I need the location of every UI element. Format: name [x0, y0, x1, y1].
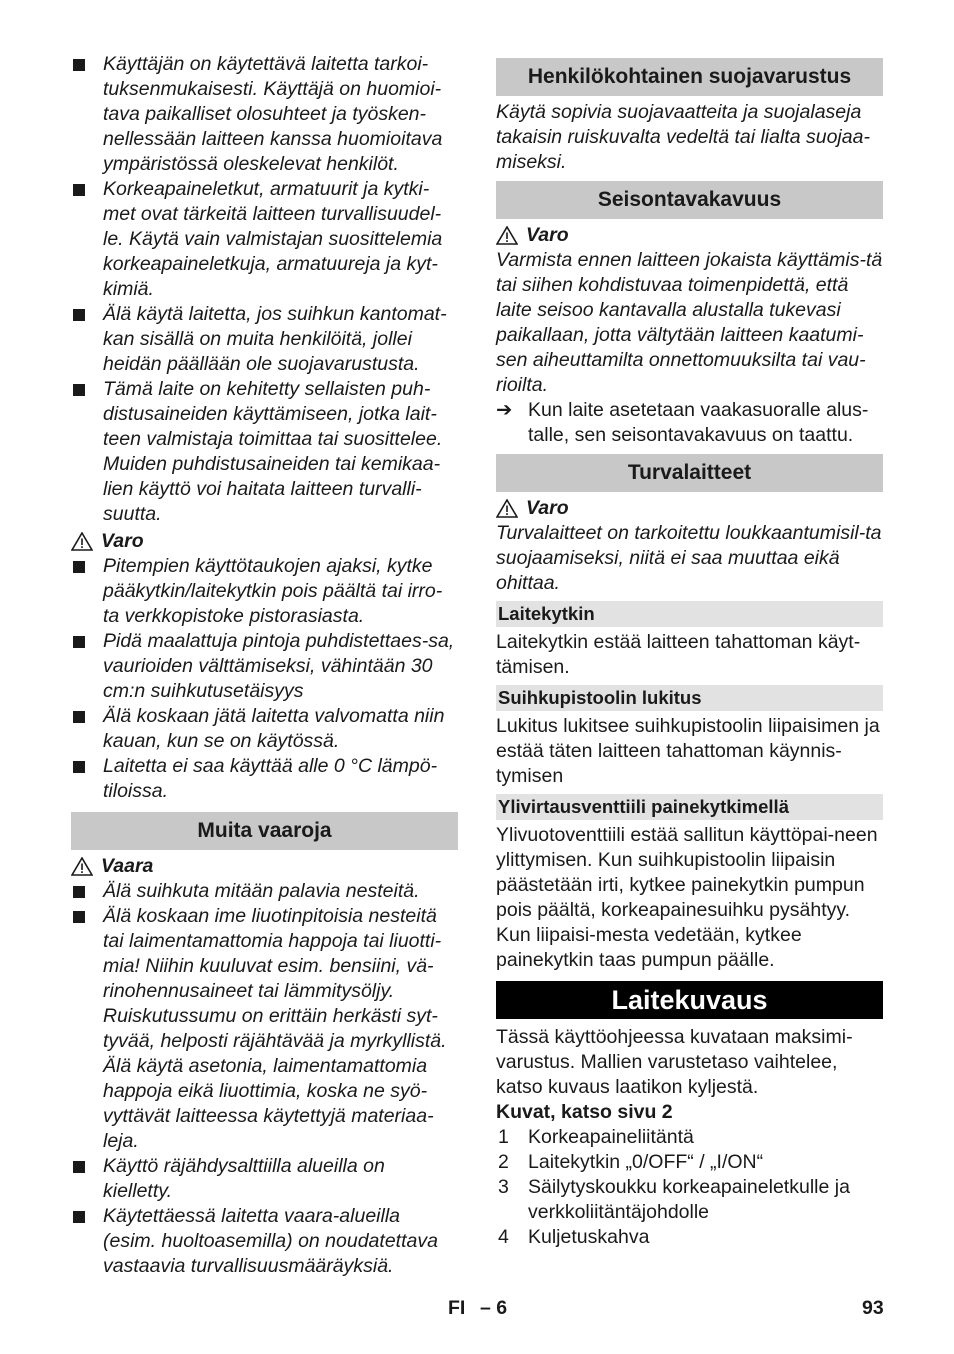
list-item: Älä käytä laitetta, jos suihkun kantomat-kan sisällä on muita henkilöitä, jollei heidän päällään ole suojavarustusta.	[71, 302, 458, 377]
paragraph: Tässä käyttöohjeessa kuvataan maksimi-varustus. Mallien varustetaso vaihtelee, katso kuvaus laatikon kyljestä.	[496, 1026, 853, 1098]
subheading-laitekytkin: Laitekytkin	[496, 601, 883, 627]
list-item: Korkeapaineletkut, armatuurit ja kytki-met ovat tärkeitä laitteen turvallisuudel-le. Käytä vain valmistajan suosittelemia korkeapaineletkuja, armatuureja ja kyt-kimiä.	[71, 177, 458, 302]
item-label: Korkeapaineliitäntä	[528, 1126, 694, 1148]
section-heading-seisontavakavuus: Seisontavakavuus	[496, 181, 883, 219]
item-label: Kuljetuskahva	[528, 1226, 650, 1248]
paragraph: Laitekytkin estää laitteen tahattoman käyt-tämisen.	[496, 631, 861, 678]
arrow-right-icon: ➔	[496, 399, 513, 421]
list-item: Käyttö räjähdysalttiilla alueilla on kielletty.	[71, 1154, 458, 1204]
paragraph: Käytä sopivia suojavaatteita ja suojalaseja takaisin ruiskuvalta vedeltä tai lialta suojaa-miseksi.	[496, 101, 870, 173]
list-item: Tämä laite on kehitetty sellaisten puh-distusaineiden käyttämiseen, jotka lait-teen valmistaja toimittaa tai suosittelee. Muiden puhdistusaineiden tai kemikaa-lien käyttö voi haitata laitteen turvalli-suutta.	[71, 377, 458, 527]
caution-text: Varo	[101, 530, 144, 552]
item-label: Laitekytkin „0/OFF“ / „I/ON“	[528, 1151, 764, 1173]
caution-label	[71, 529, 458, 554]
warning-triangle-icon	[71, 532, 93, 551]
item-label: Säilytyskoukku korkeapaineletkulle ja verkkoliitäntäjohdolle	[528, 1176, 850, 1223]
paragraph: Ylivuotoventtiili estää sallitun käyttöpai-neen ylittymisen. Kun suihkupistoolin liipaisin päästetään irti, kytkee painekytkin pumpun pois päältä, korkeapainesuihku pysähtyy. Kun liipaisi-mesta vedetään, kytkee painekytkin taas pumpun päälle.	[496, 824, 878, 971]
item-number: 3	[498, 1176, 509, 1198]
danger-label	[71, 854, 458, 879]
list-item: Älä koskaan jätä laitetta valvomatta niin kauan, kun se on käytössä.	[71, 704, 458, 754]
page-number: 93	[862, 1297, 884, 1319]
bullet-list-general	[71, 52, 458, 527]
parts-list	[496, 1125, 883, 1250]
list-item: Älä koskaan ime liuotinpitoisia nesteitä tai laimentamattomia happoja tai liuotti-mia! Niihin kuuluvat esim. bensiini, vä-rinohennusaineet tai lämmitysöljy. Ruiskutussumu on erittäin herkästi syt-tyvää, helposti räjähtävää ja myrkyllistä. Älä käytä asetonia, laimentamattomia happoja eikä liuottimia, koska ne syö-vyttävät laitteessa käytettyjä materiaa-leja.	[71, 904, 458, 1154]
section-heading-henkilokohtainen: Henkilökohtainen suojavarustus	[496, 58, 883, 96]
footer-language: FI	[448, 1297, 466, 1319]
right-column	[496, 58, 883, 1250]
list-item: Älä suihkuta mitään palavia nesteitä.	[71, 879, 458, 904]
list-item: Pitempien käyttötaukojen ajaksi, kytke pääkytkin/laitekytkin pois päältä tai irro-ta verkkopistoke pistorasiasta.	[71, 554, 458, 629]
danger-text: Vaara	[101, 855, 154, 877]
section-heading-turvalaitteet: Turvalaitteet	[496, 454, 883, 492]
chapter-heading-laitekuvaus: Laitekuvaus	[496, 981, 883, 1019]
figure-reference: Kuvat, katso sivu 2	[496, 1101, 673, 1123]
caution-label	[496, 496, 883, 521]
warning-triangle-icon	[496, 499, 518, 518]
result-item	[496, 398, 883, 448]
caution-text: Varo	[526, 497, 569, 519]
bullet-list-danger	[71, 879, 458, 1279]
caution-text: Varo	[526, 224, 569, 246]
left-column	[71, 52, 458, 1279]
subheading-suihkupistoolin-lukitus: Suihkupistoolin lukitus	[496, 685, 883, 711]
footer-section-page: – 6	[480, 1297, 508, 1319]
list-item	[496, 1175, 883, 1225]
warning-triangle-icon	[496, 226, 518, 245]
section-heading-muita-vaaroja: Muita vaaroja	[71, 812, 458, 850]
list-item: Käytettäessä laitetta vaara-alueilla (esim. huoltoasemilla) on noudatettava vastaavia turvallisuusmääräyksiä.	[71, 1204, 458, 1279]
item-number: 1	[498, 1126, 509, 1148]
list-item	[496, 1225, 883, 1250]
bullet-list-caution	[71, 554, 458, 804]
paragraph: Varmista ennen laitteen jokaista käyttämis-tä tai siihen kohdistuvaa toimenpidettä, että laite seisoo kantavalla alustalla tukevasi paikallaan, jotta vältytään laitteen kaatumi-sen aiheuttamilta onnettomuuksilta tai vau-rioilta.	[496, 249, 883, 396]
list-item: Pidä maalattuja pintoja puhdistettaes-sa, vaurioiden välttämiseksi, vähintään 30 cm:n suihkutusetäisyys	[71, 629, 458, 704]
result-text: Kun laite asetetaan vaakasuoralle alus-talle, sen seisontavakavuus on taattu.	[528, 399, 869, 446]
list-item: Käyttäjän on käytettävä laitetta tarkoi-tuksenmukaisesti. Käyttäjä on huomioi-tava paikalliset olosuhteet ja työsken-nellessään laitteen kanssa huomioitava ympäristössä oleskelevat henkilöt.	[71, 52, 458, 177]
caution-label	[496, 223, 883, 248]
subheading-ylivirtausventtiili: Ylivirtausventtiili painekytkimellä	[496, 794, 883, 820]
list-item	[496, 1150, 883, 1175]
paragraph: Lukitus lukitsee suihkupistoolin liipaisimen ja estää täten laitteen tahattoman käynnis-tymisen	[496, 715, 880, 787]
item-number: 4	[498, 1226, 509, 1248]
paragraph: Turvalaitteet on tarkoitettu loukkaantumisil-ta suojaamiseksi, niitä ei saa muuttaa eikä ohittaa.	[496, 522, 882, 594]
list-item: Laitetta ei saa käyttää alle 0 °C lämpö-tiloissa.	[71, 754, 458, 804]
item-number: 2	[498, 1151, 509, 1173]
warning-triangle-icon	[71, 857, 93, 876]
list-item	[496, 1125, 883, 1150]
